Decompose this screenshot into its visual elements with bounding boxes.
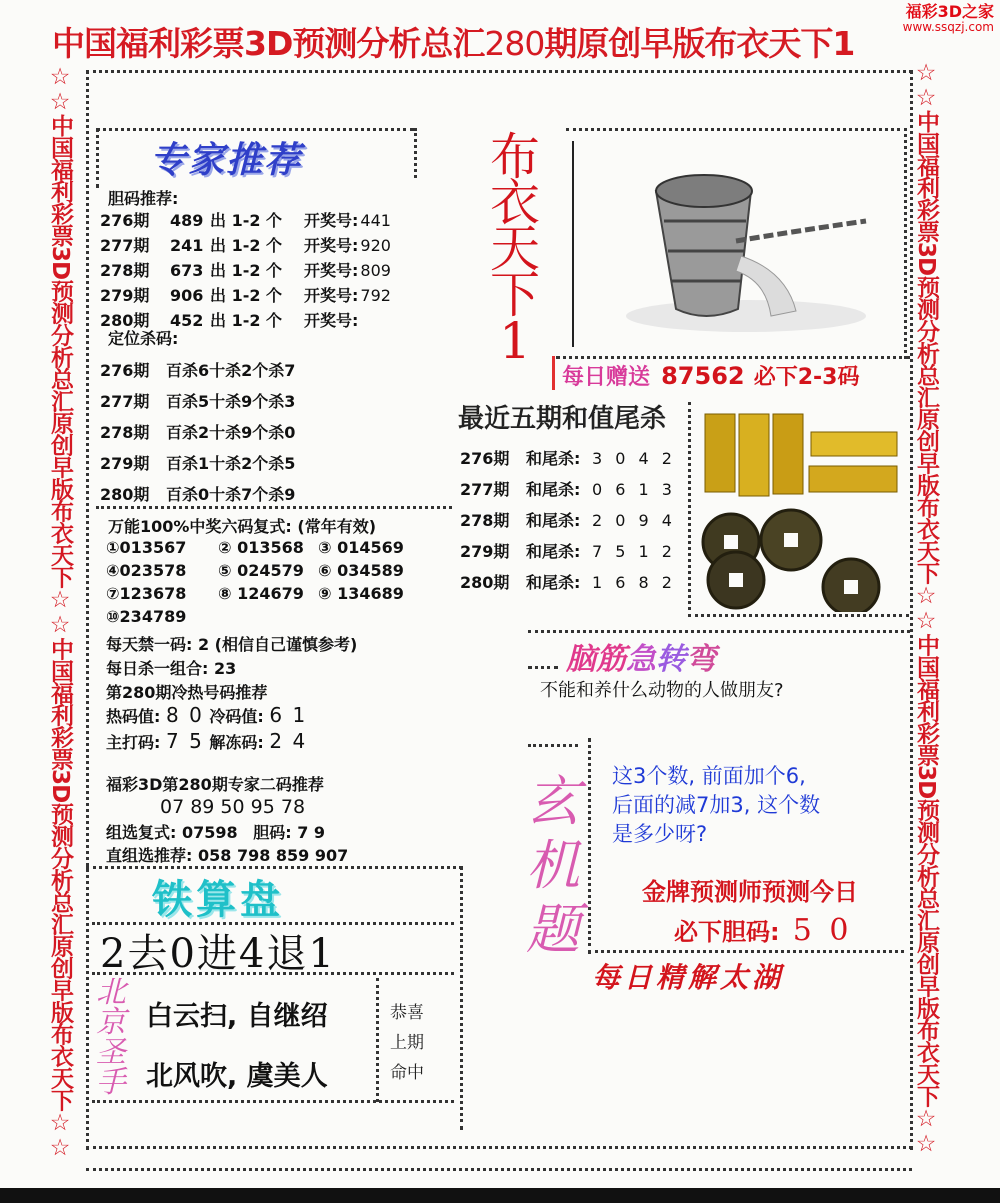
abacus-frame-right bbox=[460, 866, 463, 1130]
main-value: 7 5 bbox=[165, 729, 204, 753]
pos-text: 百杀1十杀2个杀5 bbox=[166, 454, 296, 473]
pos-period: 276期 bbox=[100, 361, 150, 380]
pos-period: 277期 bbox=[100, 392, 150, 411]
dan-row bbox=[100, 233, 391, 256]
riddle-frame-top bbox=[528, 630, 910, 633]
pos-period: 279期 bbox=[100, 454, 150, 473]
riddle-question: 不能和养什么动物的人做朋友? bbox=[540, 680, 784, 701]
daily-gift bbox=[562, 360, 859, 391]
brand-name: 福彩3D之家 bbox=[905, 2, 994, 21]
mystery-char: 题 bbox=[526, 898, 580, 961]
cold-label: 冷码值: bbox=[209, 707, 264, 726]
sum-tail-row bbox=[460, 508, 676, 531]
six-title: 万能100%中奖六码复式: (常年有效) bbox=[108, 517, 377, 536]
bucket-image bbox=[566, 131, 896, 351]
beijing-label bbox=[96, 975, 136, 1100]
dan-label: 开奖号: bbox=[304, 236, 359, 255]
hot-value: 8 0 bbox=[165, 703, 204, 727]
sum-tail-row bbox=[460, 477, 676, 500]
direct-row: 直组选推荐: 058 798 859 907 bbox=[106, 846, 349, 865]
sum-label: 和尾杀: bbox=[526, 449, 581, 468]
abacus-line-bottom bbox=[92, 972, 454, 975]
pos-row bbox=[100, 420, 295, 443]
sum-period: 279期 bbox=[460, 542, 510, 561]
gift-suffix: 必下2-3码 bbox=[753, 365, 860, 390]
buyi-chars bbox=[486, 128, 544, 370]
six-code: ⑩234789 bbox=[106, 607, 187, 626]
right-side-banner: ☆☆中国福利彩票3D预测分析总汇原创早版布衣天下☆☆中国福利彩票3D预测分析总汇原创早版布衣天下☆☆ bbox=[913, 60, 939, 1157]
gold-forecast-value-row bbox=[674, 912, 852, 948]
beijing-line1: 白云扫, 自继绍 bbox=[146, 1001, 328, 1032]
six-frame-top bbox=[96, 506, 452, 509]
sum-tail-row bbox=[460, 539, 676, 562]
pos-text: 百杀2十杀9个杀0 bbox=[166, 423, 296, 442]
congrats-text: 命中 bbox=[390, 1063, 424, 1083]
pos-row bbox=[100, 482, 295, 505]
pos-row bbox=[100, 389, 295, 412]
riddle-frame-left-tick bbox=[528, 666, 558, 669]
cold-value: 6 1 bbox=[269, 703, 308, 727]
beijing-char: 京 bbox=[96, 1005, 126, 1040]
page-title bbox=[52, 18, 932, 65]
six-code: ①013567 bbox=[106, 538, 187, 557]
dan-result: 441 bbox=[360, 211, 391, 230]
beijing-frame-bottom bbox=[92, 1100, 454, 1103]
title-part-a: 中国福利彩票3D预测分析总汇 bbox=[52, 24, 485, 63]
gift-value: 87562 bbox=[661, 362, 745, 390]
congrats-text: 恭喜 bbox=[390, 1003, 424, 1023]
dan-nums: 452 bbox=[170, 311, 204, 330]
beijing-char: 圣 bbox=[96, 1035, 126, 1070]
dan-text: 出 1-2 个 bbox=[210, 236, 283, 255]
riddle-heading-char: 转 bbox=[656, 642, 686, 677]
mystery-line: 这3个数, 前面加个6, bbox=[612, 764, 806, 788]
dan-text: 出 1-2 个 bbox=[210, 261, 283, 280]
group-row bbox=[106, 820, 325, 843]
buyi-column bbox=[486, 128, 544, 370]
dan-result: 792 bbox=[360, 286, 391, 305]
buyi-char: 布 bbox=[490, 128, 540, 186]
six-code: ⑧ 124679 bbox=[218, 584, 304, 603]
six-code: ⑤ 024579 bbox=[218, 561, 304, 580]
riddle-heading-char: 脑 bbox=[566, 642, 596, 677]
six-code: ③ 014569 bbox=[318, 538, 404, 557]
mystery-char: 机 bbox=[526, 834, 580, 897]
mystery-char: 玄 bbox=[526, 770, 580, 833]
gift-frame bbox=[556, 356, 910, 359]
riddle-heading-char: 筋 bbox=[596, 642, 626, 677]
congrats-frame-left bbox=[376, 978, 379, 1102]
dan-result: 809 bbox=[360, 261, 391, 280]
pos-text: 百杀5十杀9个杀3 bbox=[166, 392, 296, 411]
riddle-heading-char: 弯 bbox=[686, 642, 716, 677]
gift-red-bar bbox=[552, 356, 555, 390]
sum-value: 3 0 4 2 bbox=[592, 449, 676, 468]
hot-cold-row bbox=[106, 703, 307, 727]
dan-nums: 241 bbox=[170, 236, 204, 255]
dan-period: 279期 bbox=[100, 286, 150, 305]
thaw-value: 2 4 bbox=[269, 729, 308, 753]
buyi-char: 1 bbox=[499, 312, 531, 370]
expert-frame-left bbox=[96, 128, 99, 188]
sum-tail-row bbox=[460, 570, 676, 593]
pos-row bbox=[100, 451, 295, 474]
six-code: ⑦123678 bbox=[106, 584, 187, 603]
dan-row bbox=[100, 208, 391, 231]
thaw-label: 解冻码: bbox=[209, 733, 264, 752]
congrats-text: 上期 bbox=[390, 1033, 424, 1053]
pos-period: 278期 bbox=[100, 423, 150, 442]
frame-bottom bbox=[86, 1146, 912, 1149]
six-code: ② 013568 bbox=[218, 538, 304, 557]
main-label: 主打码: bbox=[106, 733, 161, 752]
mystery-line: 是多少呀? bbox=[612, 822, 708, 846]
sum-tail-row bbox=[460, 446, 676, 469]
pos-text: 百杀0十杀7个杀9 bbox=[166, 485, 296, 504]
ban-one: 每天禁一码: 2 (相信自己谨慎参考) bbox=[106, 635, 358, 654]
mystery-text bbox=[612, 762, 820, 849]
abacus-heading: 铁算盘 bbox=[152, 877, 284, 923]
sum-period: 277期 bbox=[460, 480, 510, 499]
sum-period: 280期 bbox=[460, 573, 510, 592]
expert-frame-top bbox=[96, 128, 414, 131]
sum-label: 和尾杀: bbox=[526, 480, 581, 499]
sum-period: 278期 bbox=[460, 511, 510, 530]
dan-label: 开奖号: bbox=[304, 211, 359, 230]
six-code: ⑨ 134689 bbox=[318, 584, 404, 603]
dan-label: 开奖号: bbox=[304, 311, 359, 330]
hotcold-title: 第280期冷热号码推荐 bbox=[106, 683, 268, 702]
dan-row bbox=[100, 308, 360, 331]
gold-image bbox=[691, 402, 906, 612]
kill-combo: 每日杀一组合: 23 bbox=[106, 659, 237, 678]
dan-text: 出 1-2 个 bbox=[210, 311, 283, 330]
abacus-line: 2去0进4退1 bbox=[100, 931, 336, 977]
gold-label: 必下胆码: bbox=[674, 918, 780, 946]
frame-bottom-2 bbox=[86, 1168, 912, 1171]
hot-label: 热码值: bbox=[106, 707, 161, 726]
dan-text: 出 1-2 个 bbox=[210, 211, 283, 230]
dan-row bbox=[100, 283, 391, 306]
pos-period: 280期 bbox=[100, 485, 150, 504]
left-side-banner: ☆☆中国福利彩票3D预测分析总汇原创早版布衣天下☆☆中国福利彩票3D预测分析总汇原创早版布衣天下☆☆ bbox=[47, 64, 73, 1161]
bottom-bar bbox=[0, 1188, 1000, 1203]
title-period: 280 bbox=[484, 24, 545, 63]
mystery-line: 后面的减7加3, 这个数 bbox=[612, 793, 821, 817]
beijing-char: 北 bbox=[96, 975, 126, 1010]
dan-label: 开奖号: bbox=[304, 286, 359, 305]
six-code: ④023578 bbox=[106, 561, 187, 580]
frame-left bbox=[86, 70, 89, 1150]
mystery-heading bbox=[526, 770, 590, 962]
group-label: 组选复式: 07598 bbox=[106, 823, 238, 842]
pos-row bbox=[100, 358, 295, 381]
two-code-values: 07 89 50 95 78 bbox=[160, 796, 306, 818]
dan-nums: 673 bbox=[170, 261, 204, 280]
sum-label: 和尾杀: bbox=[526, 511, 581, 530]
mystery-frame-tick bbox=[528, 744, 578, 747]
dan-period: 280期 bbox=[100, 311, 150, 330]
brand-url: www.ssqzj.com bbox=[902, 19, 994, 34]
dan-result: 920 bbox=[360, 236, 391, 255]
dan-period: 277期 bbox=[100, 236, 150, 255]
taihu-heading: 每日精解太湖 bbox=[592, 961, 785, 994]
dan-period: 276期 bbox=[100, 211, 150, 230]
sum-label: 和尾杀: bbox=[526, 542, 581, 561]
dan-title: 胆码推荐: bbox=[108, 189, 179, 208]
sum-tail-title: 最近五期和值尾杀 bbox=[458, 404, 667, 434]
dan-nums: 906 bbox=[170, 286, 204, 305]
riddle-heading bbox=[566, 634, 716, 678]
sum-value: 2 0 9 4 bbox=[592, 511, 676, 530]
main-thaw-row bbox=[106, 729, 307, 753]
dan-label: 开奖号: bbox=[304, 261, 359, 280]
gold-forecast-line: 金牌预测师预测今日 bbox=[642, 878, 858, 906]
sum-period: 276期 bbox=[460, 449, 510, 468]
six-code: ⑥ 034589 bbox=[318, 561, 404, 580]
expert-frame-right bbox=[414, 128, 417, 178]
riddle-heading-char: 急 bbox=[626, 642, 656, 677]
pos-text: 百杀6十杀2个杀7 bbox=[166, 361, 296, 380]
title-part-b: 期原创早版布衣天下 bbox=[544, 24, 833, 63]
brand-logo[interactable] bbox=[903, 4, 994, 33]
buyi-char: 下 bbox=[490, 266, 540, 324]
frame-right bbox=[910, 70, 913, 1150]
pos-title: 定位杀码: bbox=[108, 329, 179, 348]
gift-label: 每日赠送 bbox=[562, 365, 651, 390]
sum-value: 1 6 8 2 bbox=[592, 573, 676, 592]
expert-heading: 专家推荐 bbox=[150, 140, 303, 181]
congrats-box bbox=[390, 998, 442, 1088]
frame-top bbox=[86, 70, 912, 73]
beijing-line2: 北风吹, 虞美人 bbox=[146, 1061, 328, 1092]
group-dan: 胆码: 7 9 bbox=[253, 823, 326, 842]
dan-text: 出 1-2 个 bbox=[210, 286, 283, 305]
bucket-panel bbox=[566, 128, 907, 359]
dan-period: 278期 bbox=[100, 261, 150, 280]
two-code-title: 福彩3D第280期专家二码推荐 bbox=[106, 775, 324, 794]
dan-nums: 489 bbox=[170, 211, 204, 230]
sum-value: 0 6 1 3 bbox=[592, 480, 676, 499]
sum-value: 7 5 1 2 bbox=[592, 542, 676, 561]
buyi-char: 衣 bbox=[490, 174, 540, 232]
gold-value: 5 0 bbox=[792, 913, 853, 948]
sum-label: 和尾杀: bbox=[526, 573, 581, 592]
dan-row bbox=[100, 258, 391, 281]
title-tail: 1 bbox=[832, 24, 855, 63]
gold-panel bbox=[688, 402, 909, 617]
beijing-char: 手 bbox=[96, 1065, 126, 1100]
mystery-frame-bottom bbox=[588, 950, 904, 953]
buyi-char: 天 bbox=[490, 220, 540, 278]
